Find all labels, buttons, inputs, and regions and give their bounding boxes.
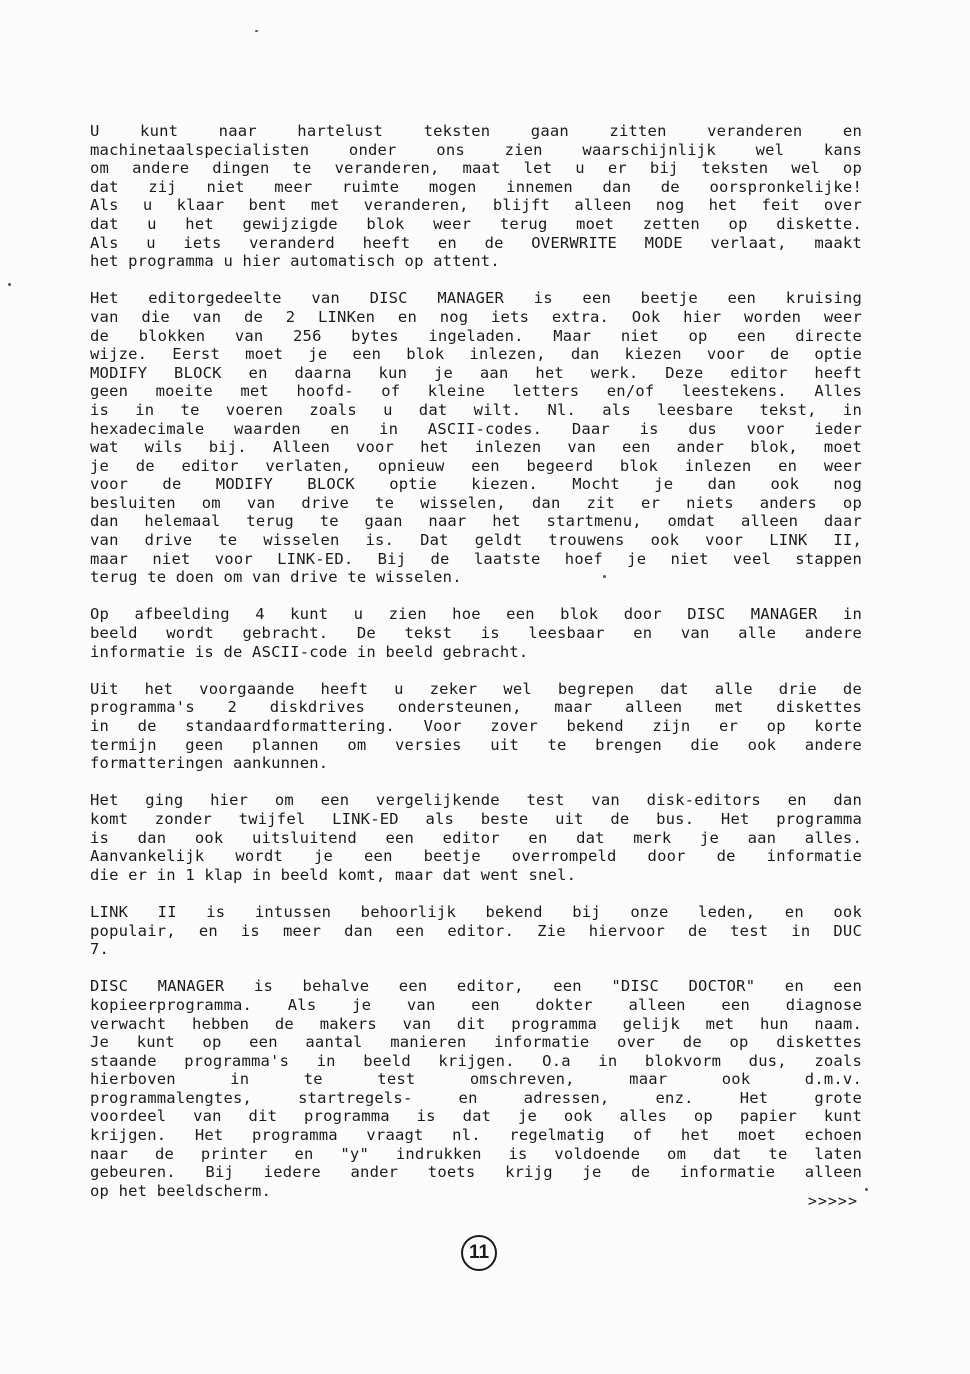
text-line: beeld wordt gebracht. De tekst is leesbaar en van alle andere bbox=[90, 624, 862, 643]
continued-marker: >>>>> bbox=[807, 1192, 858, 1210]
text-line: de blokken van 256 bytes ingeladen. Maar niet op een directe bbox=[90, 326, 862, 345]
text-line: die er in 1 klap in beeld komt, maar dat went snel. bbox=[90, 865, 577, 884]
text-line: is dan ook uitsluitend een editor en dat merk je aan alles. bbox=[90, 828, 862, 847]
text-line: van die van de 2 LINKen en nog iets extra. Ook hier worden weer bbox=[90, 307, 862, 326]
text-line: wijze. Eerst moet je een blok inlezen, dan kiezen voor de optie bbox=[90, 345, 862, 364]
text-line: Het ging hier om een vergelijkende test van disk-editors en dan bbox=[90, 791, 862, 810]
text-line: 7. bbox=[90, 940, 110, 959]
text-line: Aanvankelijk wordt je een beetje overrompeld door de informatie bbox=[90, 847, 862, 866]
text-line: hierboven in te test omschreven, maar ook d.m.v. bbox=[90, 1070, 862, 1089]
text-line: DISC MANAGER is behalve een editor, een "DISC DOCTOR" en een bbox=[90, 977, 862, 996]
text-line: programmalengtes, startregels- en adressen, enz. Het grote bbox=[90, 1088, 862, 1107]
paragraph bbox=[90, 903, 862, 959]
text-line: het programma u hier automatisch op attent. bbox=[90, 252, 500, 271]
text-line: voordeel van dit programma is dat je ook alles op papier kunt bbox=[90, 1107, 862, 1126]
text-line: Uit het voorgaande heeft u zeker wel begrepen dat alle drie de bbox=[90, 679, 862, 698]
text-line: Als u iets veranderd heeft en de OVERWRITE MODE verlaat, maakt bbox=[90, 233, 862, 252]
text-line: verwacht hebben de makers van dit programma gelijk met hun naam. bbox=[90, 1014, 862, 1033]
paragraph bbox=[90, 791, 862, 884]
text-line: dat zij niet meer ruimte mogen innemen dan de oorspronkelijke! bbox=[90, 177, 862, 196]
text-line: Op afbeelding 4 kunt u zien hoe een blok door DISC MANAGER in bbox=[90, 605, 862, 624]
text-line: geen moeite met hoofd- of kleine letters en/of leestekens. Alles bbox=[90, 382, 862, 401]
text-line: komt zonder twijfel LINK-ED als beste uit de bus. Het programma bbox=[90, 809, 862, 828]
text-line: termijn geen plannen om versies uit te brengen die ook andere bbox=[90, 735, 862, 754]
text-line: voor de MODIFY BLOCK optie kiezen. Mocht je dan ook nog bbox=[90, 475, 862, 494]
text-line: staande programma's in beeld krijgen. O.a in blokvorm dus, zoals bbox=[90, 1051, 862, 1070]
text-line: kopieerprogramma. Als je van een dokter alleen een diagnose bbox=[90, 995, 862, 1014]
text-line: machinetaalspecialisten onder ons zien waarschijnlijk wel kans bbox=[90, 140, 862, 159]
text-line: Als u klaar bent met veranderen, blijft alleen nog het feit over bbox=[90, 196, 862, 215]
text-line: wat wils bij. Alleen voor het inlezen van een ander blok, moet bbox=[90, 438, 862, 457]
text-line: Je kunt op een aantal manieren informatie over de op diskettes bbox=[90, 1033, 862, 1052]
text-line: formatteringen aankunnen. bbox=[90, 754, 329, 773]
paper-speck bbox=[8, 283, 11, 286]
article-body bbox=[90, 122, 862, 1219]
paper-speck bbox=[255, 30, 258, 32]
text-line: terug te doen om van drive te wisselen. bbox=[90, 568, 462, 587]
text-line: om andere dingen te veranderen, maat let u er bij teksten wel op bbox=[90, 159, 862, 178]
paragraph bbox=[90, 680, 862, 773]
text-line: Het editorgedeelte van DISC MANAGER is een beetje een kruising bbox=[90, 289, 862, 308]
text-line: informatie is de ASCII-code in beeld gebracht. bbox=[90, 642, 529, 661]
text-line: LINK II is intussen behoorlijk bekend bij onze leden, en ook bbox=[90, 902, 862, 921]
text-line: hexadecimale waarden en in ASCII-codes. Daar is dus voor ieder bbox=[90, 419, 862, 438]
text-line: naar de printer en "y" indrukken is voldoende om dat te laten bbox=[90, 1144, 862, 1163]
text-line: krijgen. Het programma vraagt nl. regelmatig of het moet echoen bbox=[90, 1126, 862, 1145]
text-line: op het beeldscherm. bbox=[90, 1181, 272, 1200]
text-line: populair, en is meer dan een editor. Zie hiervoor de test in DUC bbox=[90, 921, 862, 940]
text-line: U kunt naar hartelust teksten gaan zitten veranderen en bbox=[90, 122, 862, 140]
text-line: is in te voeren zoals u dat wilt. Nl. als leesbare tekst, in bbox=[90, 400, 862, 419]
paragraph bbox=[90, 122, 862, 271]
text-line: dat u het gewijzigde blok weer terug moet zetten op diskette. bbox=[90, 214, 862, 233]
text-line: dan helemaal terug te gaan naar het startmenu, omdat alleen daar bbox=[90, 512, 862, 531]
paragraph bbox=[90, 977, 862, 1200]
paragraph bbox=[90, 289, 862, 587]
text-line: programma's 2 diskdrives ondersteunen, maar alleen met diskettes bbox=[90, 698, 862, 717]
text-line: van drive te wisselen is. Dat geldt trouwens ook voor LINK II, bbox=[90, 531, 862, 550]
text-line: je de editor verlaten, opnieuw een begeerd blok inlezen en weer bbox=[90, 456, 862, 475]
paragraph bbox=[90, 605, 862, 661]
text-line: besluiten om van drive te wisselen, dan zit er niets anders op bbox=[90, 493, 862, 512]
paper-speck bbox=[865, 1188, 868, 1191]
text-line: gebeuren. Bij iedere ander toets krijg je de informatie alleen bbox=[90, 1163, 862, 1182]
text-line: maar niet voor LINK-ED. Bij de laatste hoef je niet veel stappen bbox=[90, 549, 862, 568]
text-line: MODIFY BLOCK en daarna kun je aan het werk. Deze editor heeft bbox=[90, 363, 862, 382]
text-line: in de standaardformattering. Voor zover bekend zijn er op korte bbox=[90, 717, 862, 735]
page-number: 11 bbox=[461, 1235, 497, 1271]
paper-speck bbox=[603, 575, 606, 578]
